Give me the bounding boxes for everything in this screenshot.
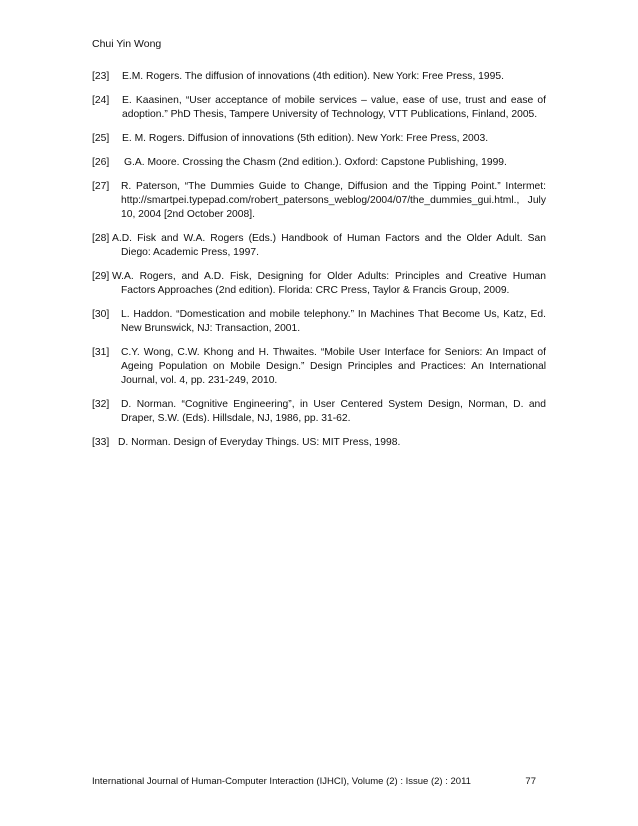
reference-text: E. M. Rogers. Diffusion of innovations (5th edition). New York: Free Press, 2003. (122, 133, 489, 144)
reference-number: [23] (92, 71, 110, 82)
reference-number: [25] (92, 133, 110, 144)
reference-number: [29] (92, 271, 110, 282)
reference-item (92, 308, 546, 336)
reference-item (92, 398, 546, 426)
reference-number: [27] (92, 181, 110, 192)
reference-text: D. Norman. Design of Everyday Things. US: MIT Press, 1998. (118, 437, 401, 448)
reference-item (92, 232, 546, 260)
reference-number: [24] (92, 95, 110, 106)
reference-list (92, 70, 546, 460)
page-number: 77 (525, 776, 536, 787)
reference-number: [26] (92, 157, 110, 168)
reference-text: E. Kaasinen, “User acceptance of mobile services – value, ease of use, trust and ease of adoption.” PhD Thesis, Tampere University of Technology, VTT Publications, Finland, 2005. (122, 95, 546, 120)
reference-text: E.M. Rogers. The diffusion of innovations (4th edition). New York: Free Press, 1995. (122, 71, 504, 82)
reference-text: D. Norman. “Cognitive Engineering”, in User Centered System Design, Norman, D. and Draper, S.W. (Eds). Hillsdale, NJ, 1986, pp. 31-62. (121, 399, 546, 424)
reference-text: A.D. Fisk and W.A. Rogers (Eds.) Handbook of Human Factors and the Older Adult. San Diego: Academic Press, 1997. (112, 233, 546, 258)
reference-item (92, 132, 546, 146)
reference-number: [33] (92, 437, 110, 448)
reference-text: C.Y. Wong, C.W. Khong and H. Thwaites. “Mobile User Interface for Seniors: An Impact of Ageing Population on Mobile Design.” Design Principles and Practices: An International Journal, vol. 4, pp. 231-249, 2010. (121, 347, 546, 386)
reference-item (92, 94, 546, 122)
reference-item (92, 346, 546, 388)
reference-text: R. Paterson, “The Dummies Guide to Change, Diffusion and the Tipping Point.” Intermet: http://smartpei.typepad.com/robert_patersons_weblog/2004/07/the_dummies_gui.html., July 10, 2004 [2nd October 2008]. (121, 181, 546, 220)
running-header-author: Chui Yin Wong (92, 38, 162, 50)
reference-text: G.A. Moore. Crossing the Chasm (2nd edition.). Oxford: Capstone Publishing, 1999. (124, 157, 507, 168)
reference-number: [30] (92, 309, 110, 320)
reference-item (92, 156, 546, 170)
reference-item (92, 270, 546, 298)
reference-text: L. Haddon. “Domestication and mobile telephony.” In Machines That Become Us, Katz, Ed. New Brunswick, NJ: Transaction, 2001. (121, 309, 546, 334)
reference-item (92, 436, 546, 450)
reference-text: W.A. Rogers, and A.D. Fisk, Designing for Older Adults: Principles and Creative Human Factors Approaches (2nd edition). Florida: CRC Press, Taylor & Francis Group, 2009. (112, 271, 546, 296)
reference-number: [28] (92, 233, 110, 244)
reference-number: [32] (92, 399, 110, 410)
reference-item (92, 70, 546, 84)
reference-number: [31] (92, 347, 110, 358)
footer-journal-citation: International Journal of Human-Computer Interaction (IJHCI), Volume (2) : Issue (2) : 2011 (92, 776, 471, 787)
reference-item (92, 180, 546, 222)
